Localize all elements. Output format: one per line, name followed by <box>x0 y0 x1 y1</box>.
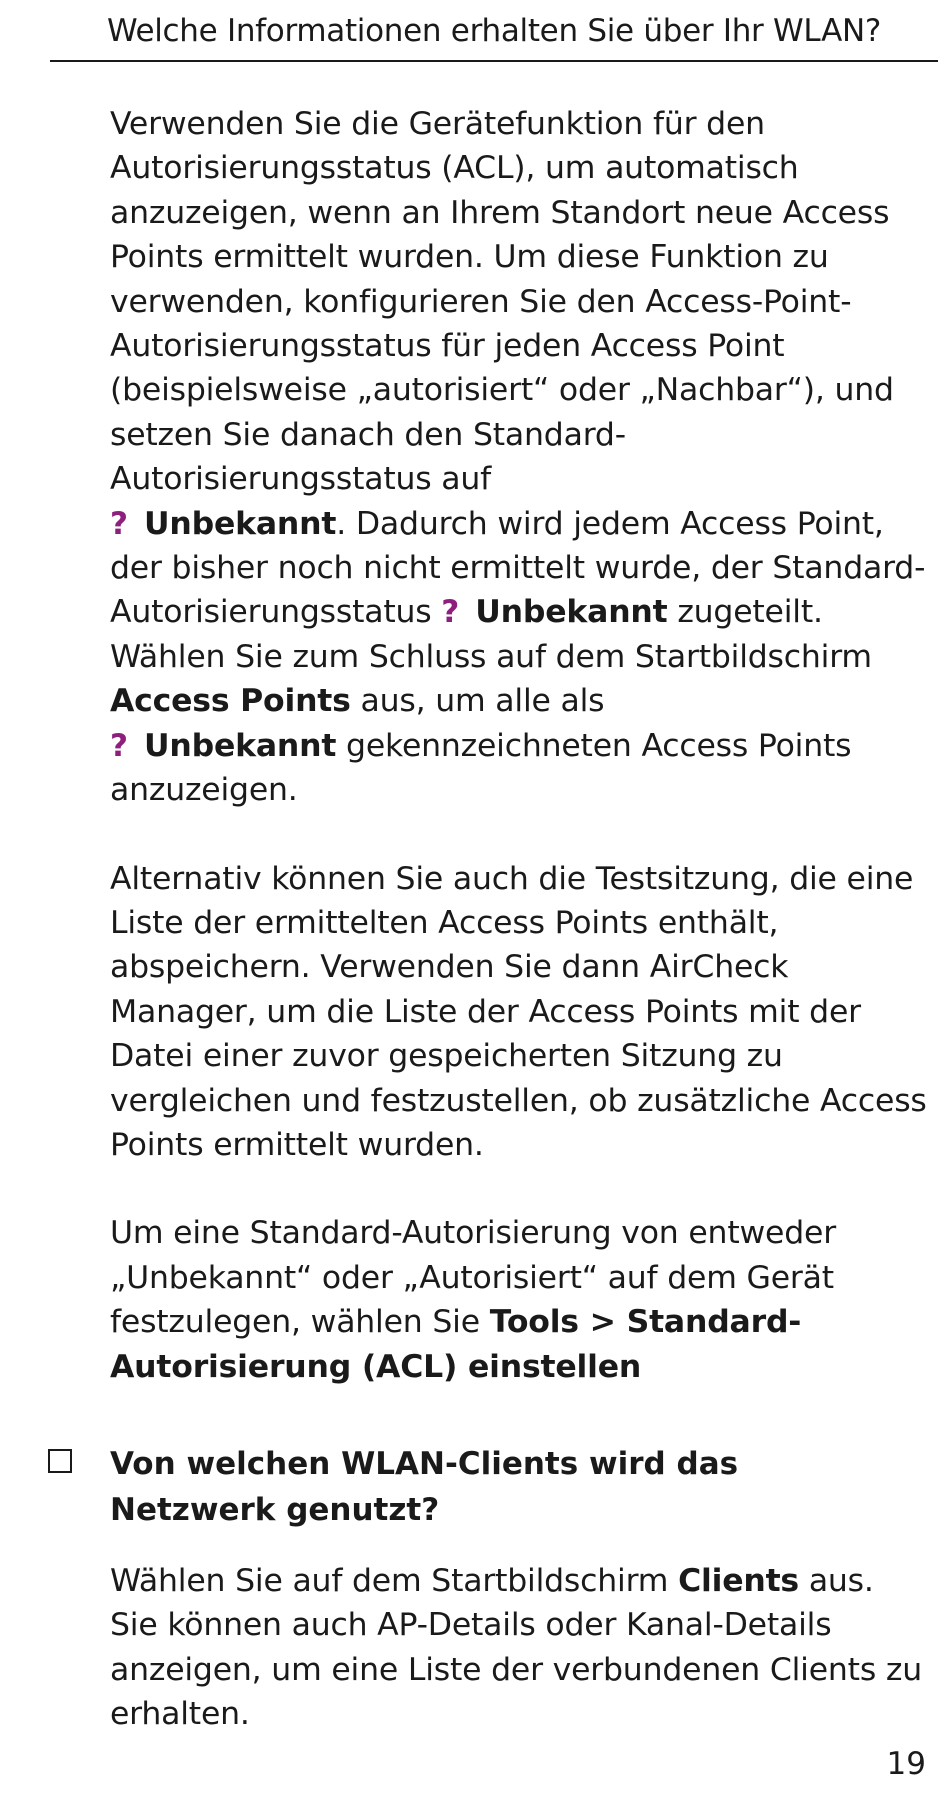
default-auth-paragraph <box>110 1211 930 1389</box>
question-icon: ? <box>441 594 460 631</box>
unbekannt-label-3: Unbekannt <box>144 727 337 764</box>
acl-text-5: gekennzeichneten Access Points anzuzeigen. <box>110 727 852 809</box>
tools-menu-path: Tools > Standard- <box>489 1304 802 1341</box>
page-header: Welche Informationen erhalten Sie über Ihr WLAN? <box>50 8 938 62</box>
acl-text-2: . Dadurch wird jedem Access Point, der bisher noch nicht ermittelt wurde, der Standard-Autorisierungsstatus <box>110 505 926 631</box>
acl-text-4: aus, um alle als <box>350 683 605 720</box>
acl-text-1: Verwenden Sie die Gerätefunktion für den Autorisierungsstatus (ACL), um automatisch anzuzeigen, wenn an Ihrem Standort neue Access Points ermittelt wurden. Um diese Funktion zu verwenden, konfigurieren Sie den Access-Point-Autorisierungsstatus für jeden Access Point (beispielsweise „autorisiert“ oder „Nachbar“), und setzen Sie danach den Standard-Autorisierungsstatus auf <box>110 106 894 498</box>
clients-label: Clients <box>678 1562 799 1599</box>
unbekannt-label-1: Unbekannt <box>144 505 337 542</box>
acl-setting-path: Autorisierung (ACL) einstellen <box>110 1348 642 1385</box>
access-points-label: Access Points <box>110 683 351 720</box>
section-heading-line-2: Netzwerk genutzt? <box>110 1491 440 1528</box>
page-number: 19 <box>886 1746 926 1782</box>
testsession-paragraph: Alternativ können Sie auch die Testsitzung, die eine Liste der ermittelten Access Points enthält, abspeichern. Verwenden Sie dann AirCheck Manager, um die Liste der Access Points mit der Datei einer zuvor gespeicherten Sitzung zu vergleichen und festzustellen, ob zusätzliche Access Points ermittelt wurden. <box>110 860 927 1163</box>
acl-text-3: zugeteilt. Wählen Sie zum Schluss auf dem Startbildschirm <box>110 594 872 675</box>
section-heading-clients <box>110 1441 930 1533</box>
checkbox-icon <box>48 1449 72 1473</box>
clients-text-2: aus. Sie können auch AP-Details oder Kanal-Details anzeigen, um eine Liste der verbundenen Clients zu erhalten. <box>110 1562 922 1733</box>
unbekannt-label-2: Unbekannt <box>475 594 668 631</box>
clients-text-1: Wählen Sie auf dem Startbildschirm <box>110 1562 679 1599</box>
section-heading-line-1: Von welchen WLAN-Clients wird das <box>110 1445 739 1482</box>
question-icon: ? <box>110 505 128 542</box>
question-icon: ? <box>110 727 128 764</box>
page-content <box>110 102 930 1737</box>
acl-paragraph <box>110 102 930 813</box>
default-auth-text: Um eine Standard-Autorisierung von entweder „Unbekannt“ oder „Autorisiert“ auf dem Gerät festzulegen, wählen Sie <box>110 1215 836 1341</box>
clients-paragraph <box>110 1559 930 1737</box>
